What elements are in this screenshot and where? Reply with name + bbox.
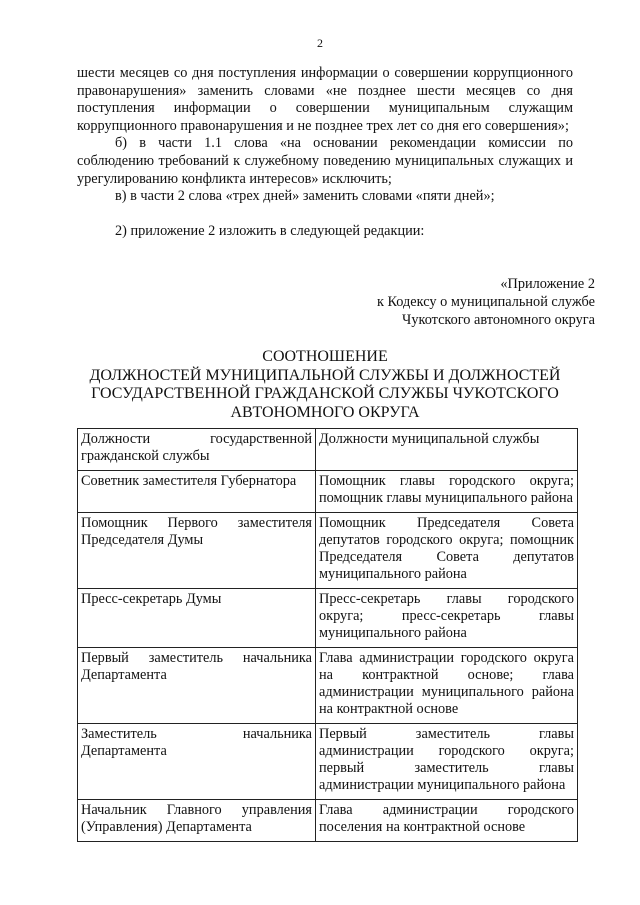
page-number: 2 (317, 36, 323, 50)
positions-table (77, 428, 578, 842)
table-cell: Советник заместителя Губернатора (78, 471, 316, 513)
paragraph-item-v: в) в части 2 слова «трех дней» заменить словами «пяти дней»; (115, 188, 495, 205)
paragraph-item-2: 2) приложение 2 изложить в следующей редакции: (115, 222, 425, 239)
table-row (78, 513, 578, 589)
appendix-reference (377, 275, 595, 329)
paragraph-item-b: б) в части 1.1 слова «на основании рекомендации комиссии по соблюдению требований к служебному поведению муниципальных служащих и урегулированию конфликта интересов» исключить; (77, 135, 573, 187)
table-row (78, 589, 578, 648)
header-cell-state-positions: Должности государственной гражданской службы (78, 429, 316, 471)
table-cell: Первый заместитель начальника Департамента (78, 648, 316, 724)
table-header-row (78, 429, 578, 471)
body-text (77, 65, 573, 240)
table-row (78, 800, 578, 842)
appendix-ref-line: к Кодексу о муниципальной службе (376, 294, 595, 310)
table-cell: Глава администрации городского поселения на контрактной основе (316, 800, 578, 842)
paragraph-continuation: шести месяцев со дня поступления информации о совершении коррупционного правонарушения» заменить словами «не позднее шести месяцев со дня поступления информации о совершении муниципальным служащим коррупционного правонарушения и не позднее трех лет со дня его совершения»; (77, 65, 573, 134)
title-line: ДОЛЖНОСТЕЙ МУНИЦИПАЛЬНОЙ СЛУЖБЫ И ДОЛЖНОСТЕЙ (89, 366, 561, 384)
title-line: АВТОНОМНОГО ОКРУГА (230, 403, 420, 421)
appendix-ref-line: Чукотского автономного округа (402, 312, 595, 328)
table-row (78, 724, 578, 800)
title-line: СООТНОШЕНИЕ (262, 348, 388, 365)
table-row (78, 471, 578, 513)
table-cell: Пресс-секретарь Думы (78, 589, 316, 648)
table-cell: Глава администрации городского округа на контрактной основе; глава администрации муниципального района на контрактной основе (316, 648, 578, 724)
table-row (78, 648, 578, 724)
table-cell: Помощник главы городского округа; помощник главы муниципального района (316, 471, 578, 513)
title-line: ГОСУДАРСТВЕННОЙ ГРАЖДАНСКОЙ СЛУЖБЫ ЧУКОТСКОГО (91, 385, 559, 402)
table-cell: Помощник Председателя Совета депутатов городского округа; помощник Председателя Совета депутатов муниципального района (316, 513, 578, 589)
header-cell-municipal-positions: Должности муниципальной службы (316, 429, 578, 471)
table-cell: Помощник Первого заместителя Председателя Думы (78, 513, 316, 589)
table-cell: Пресс-секретарь главы городского округа; пресс-секретарь главы муниципального района (316, 589, 578, 648)
appendix-ref-line: «Приложение 2 (500, 276, 595, 292)
table-cell: Заместитель начальника Департамента (78, 724, 316, 800)
table-cell: Первый заместитель главы администрации городского округа; первый заместитель главы администрации муниципального района (316, 724, 578, 800)
document-title (60, 348, 590, 422)
table-cell: Начальник Главного управления (Управления) Департамента (78, 800, 316, 842)
